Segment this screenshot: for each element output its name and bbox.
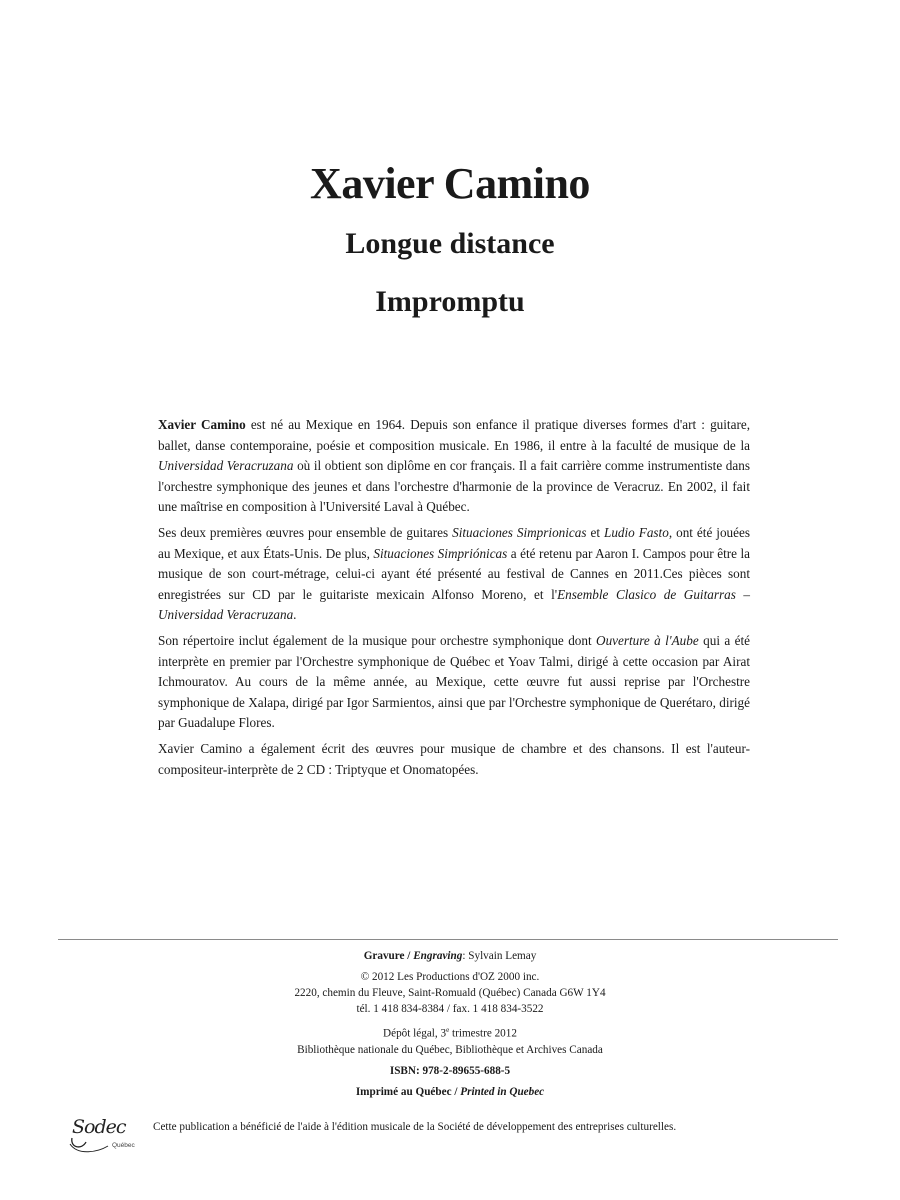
biography [158,415,750,785]
funding-notice: Cette publication a bénéficié de l'aide à l'édition musicale de la Société de développement des entreprises culturelles. [153,1121,677,1133]
engraving-credit: Gravure / Engraving: Sylvain Lemay [363,950,537,962]
bio-paragraph-1: Xavier Camino est né au Mexique en 1964. Depuis son enfance il pratique diverses formes d'art : guitare, ballet, danse contemporaine, poésie et composition musicale. En 1986, il entre à la faculté de musique de la Universidad Veracruzana où il obtient son diplôme en cor français. Il a fait carrière comme instrumentiste dans l'orchestre symphonique des jeunes et dans l'orchestre d'harmonie de la province de Veracruz. En 2002, il fait une maîtrise en composition à l'Université Laval à Québec. [158,417,750,515]
work-title-2: Impromptu [375,285,525,318]
composer-name: Xavier Camino [310,159,590,208]
libraries: Bibliothèque nationale du Québec, Bibliothèque et Archives Canada [297,1043,603,1056]
legal-deposit: Dépôt légal, 3e trimestre 2012 [383,1026,517,1040]
colophon [0,948,900,1100]
publisher-phone: tél. 1 418 834-8384 / fax. 1 418 834-3522 [356,1003,544,1015]
bio-paragraph-2: Ses deux premières œuvres pour ensemble de guitares Situaciones Simprionicas et Ludio Fasto, ont été jouées au Mexique, et aux États-Unis. De plus, Situaciones Simpriónicas a été retenu par Aaron I. Campos pour être la musique de son court-métrage, celui-ci ayant été présenté au festival de Cannes en 2011.Ces pièces sont enregistrées sur CD par le guitariste mexicain Alfonso Moreno, et l'Ensemble Clasico de Guitarras – Universidad Veracruzana. [158,524,750,623]
bio-paragraph-4: Xavier Camino a également écrit des œuvres pour musique de chambre et des chansons. Il est l'auteur-compositeur-interprète de 2 CD : Triptyque et Onomatopées. [158,740,750,777]
sodec-logo-sub: Québec [112,1142,135,1149]
isbn: ISBN: 978-2-89655-688-5 [389,1064,511,1077]
bio-paragraph-3: Son répertoire inclut également de la musique pour orchestre symphonique dont Ouverture à l'Aube qui a été interprète en premier par l'Orchestre symphonique de Québec et Yoav Talmi, dirigé à cette occasion par Airat Ichmouratov. Au cours de la même année, au Mexique, cette œuvre fut aussi reprise par l'Orchestre symphonique de Xalapa, dirigé par Igor Sarmientos, ainsi que par l'Orchestre symphonique de Querétaro, dirigé par Guadalupe Flores. [158,632,751,731]
publisher-address: 2220, chemin du Fleuve, Saint-Romuald (Québec) Canada G6W 1Y4 [294,987,606,999]
divider [58,939,838,940]
work-title-1: Longue distance [345,227,555,260]
sodec-logo-text: Sodec [72,1116,126,1138]
printed-in: Imprimé au Québec / Printed in Quebec [355,1085,545,1098]
copyright: © 2012 Les Productions d'OZ 2000 inc. [360,971,540,983]
bio-name: Xavier Camino [158,417,246,432]
